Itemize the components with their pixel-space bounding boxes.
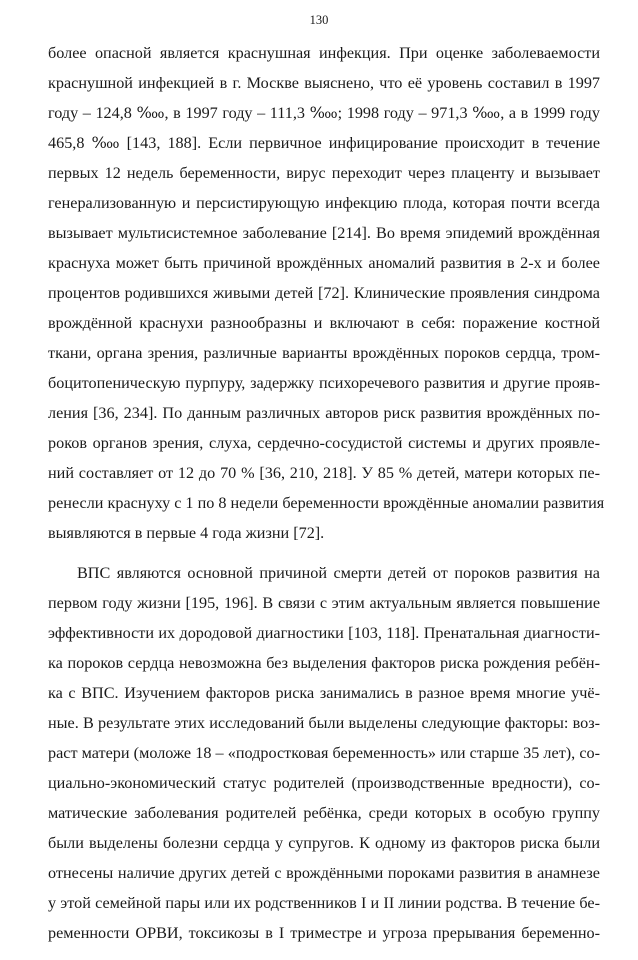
text-line: выявляются в первые 4 года жизни [72]. [48, 524, 325, 542]
text-line: вызывает мультисистемное заболевание [214]. Во время эпидемий врождённая [48, 224, 600, 242]
text-line: генерализованную и персистирующую инфекцию плода, которая почти всегда [48, 194, 600, 212]
text-line: краснушной инфекцией в г. Москве выяснено, что её уровень составил в 1997 [48, 74, 600, 92]
text-line: отнесены наличие других детей с врождёнными пороками развития в анамнезе [48, 864, 600, 882]
text-line: ления [36, 234]. По данным различных авторов риск развития врождённых по- [48, 404, 600, 422]
text-line: роков органов зрения, слуха, сердечно-сосудистой системы и других проявле- [48, 434, 600, 452]
text-line: раст матери (моложе 18 – «подростковая беременность» или старше 35 лет), со- [48, 744, 600, 762]
text-line: 465,8 ‱ [143, 188]. Если первичное инфицирование происходит в течение [48, 134, 600, 152]
text-line: первом году жизни [195, 196]. В связи с этим актуальным является повышение [48, 594, 600, 612]
text-line: боцитопеническую пурпуру, задержку психоречевого развития и другие прояв- [48, 374, 600, 392]
text-line: ременности ОРВИ, токсикозы в I триместре и угроза прерывания беременно- [48, 924, 600, 942]
text-line: процентов родившихся живыми детей [72]. Клинические проявления синдрома [48, 284, 600, 302]
text-line: матические заболевания родителей ребёнка, среди которых в особую группу [48, 804, 600, 822]
text-line: ка с ВПС. Изучением факторов риска занимались в разное время многие учё- [48, 684, 600, 702]
text-line: ренесли краснуху с 1 по 8 недели беременности врождённые аномалии развития [48, 494, 605, 512]
text-line: краснуха может быть причиной врождённых аномалий развития в 2-х и более [48, 254, 600, 272]
text-line: ка пороков сердца невозможна без выделения факторов риска рождения ребён- [48, 654, 600, 672]
text-line: более опасной является краснушная инфекция. При оценке заболеваемости [48, 44, 600, 62]
page-number: 130 [309, 13, 329, 27]
text-line: первых 12 недель беременности, вирус переходит через плаценту и вызывает [48, 164, 600, 182]
text-line: врождённой краснухи разнообразны и включают в себя: поражение костной [48, 314, 600, 332]
text-line: эффективности их дородовой диагностики [103, 118]. Пренатальная диагности- [48, 624, 600, 642]
text-line: ний составляет от 12 до 70 % [36, 210, 218]. У 85 % детей, матери которых пе- [48, 464, 600, 482]
text-line: ВПС являются основной причиной смерти детей от пороков развития на [77, 564, 600, 582]
text-line: циально-экономический статус родителей (производственные вредности), со- [48, 774, 600, 792]
text-line: были выделены болезни сердца у супругов. К одному из факторов риска были [48, 834, 600, 852]
text-line: у этой семейной пары или их родственников I и II линии родства. В течение бе- [48, 894, 600, 912]
text-line: ные. В результате этих исследований были выделены следующие факторы: воз- [48, 714, 600, 732]
text-line: ткани, органа зрения, различные варианты врождённых пороков сердца, тром- [48, 344, 600, 362]
text-line: году – 124,8 ‱, в 1997 году – 111,3 ‱; 1998 году – 971,3 ‱, а в 1999 году [48, 104, 600, 122]
